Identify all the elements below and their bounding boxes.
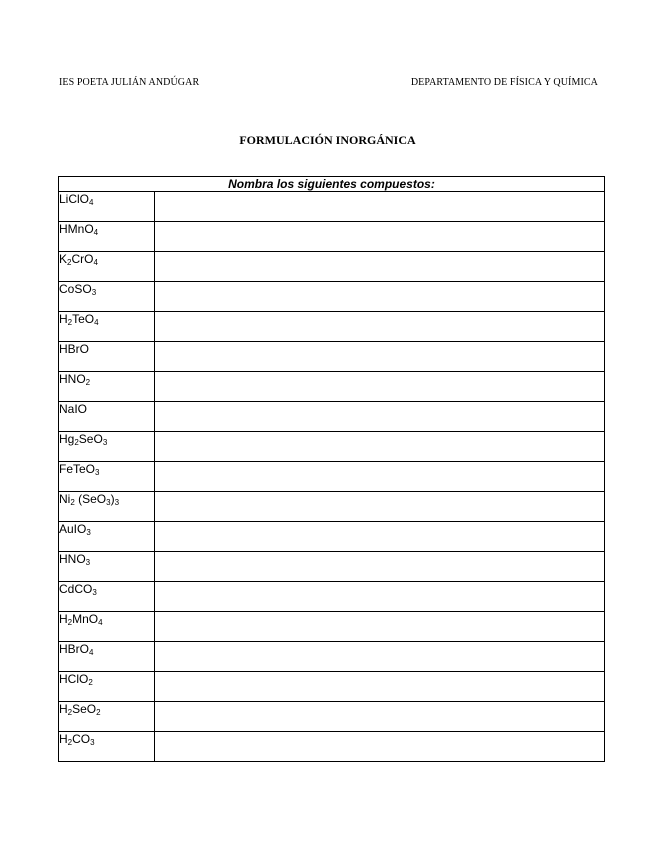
formula-subscript: 4 xyxy=(93,258,98,267)
table-row xyxy=(59,312,605,342)
formula-subscript: 2 xyxy=(67,738,73,747)
formula-subscript: 3 xyxy=(86,528,91,537)
formula-text: FeTeO xyxy=(59,462,96,476)
answer-cell[interactable] xyxy=(155,642,605,672)
table-row xyxy=(59,552,605,582)
answer-cell[interactable] xyxy=(155,192,605,222)
formula-subscript: 2 xyxy=(70,498,75,507)
table-heading: Nombra los siguientes compuestos: xyxy=(59,177,605,192)
table-row xyxy=(59,372,605,402)
table-row xyxy=(59,642,605,672)
formula-text: H xyxy=(59,702,68,716)
formula-subscript: 3 xyxy=(91,288,97,297)
compound-formula xyxy=(59,282,155,312)
formula-text: HBrO xyxy=(59,642,89,656)
formula-text: TeO xyxy=(72,312,95,326)
formula-text: HClO xyxy=(59,672,89,686)
table-row xyxy=(59,222,605,252)
formula-subscript: 4 xyxy=(89,198,94,207)
answer-cell[interactable] xyxy=(155,672,605,702)
table-row xyxy=(59,522,605,552)
page-title: FORMULACIÓN INORGÁNICA xyxy=(239,133,416,147)
school-name: IES POETA JULIÁN ANDÚGAR xyxy=(59,77,200,88)
formula-subscript: 2 xyxy=(67,258,72,267)
table-row xyxy=(59,282,605,312)
formula-text: Hg xyxy=(59,432,75,446)
table-row xyxy=(59,462,605,492)
formula-subscript: 2 xyxy=(67,708,73,717)
formula-text: HNO xyxy=(59,372,86,386)
compound-formula xyxy=(59,492,155,522)
answer-cell[interactable] xyxy=(155,462,605,492)
compound-formula xyxy=(59,702,155,732)
formula-subscript: 4 xyxy=(94,318,99,327)
compound-formula xyxy=(59,192,155,222)
answer-cell[interactable] xyxy=(155,612,605,642)
formula-subscript: 2 xyxy=(88,678,93,687)
answer-cell[interactable] xyxy=(155,732,605,762)
formula-text: NaIO xyxy=(59,402,88,416)
table-row xyxy=(59,612,605,642)
answer-cell[interactable] xyxy=(155,282,605,312)
table-row xyxy=(59,192,605,222)
formula-subscript: 3 xyxy=(92,588,97,597)
formula-text: MnO xyxy=(72,612,99,626)
formula-subscript: 4 xyxy=(98,618,103,627)
answer-cell[interactable] xyxy=(155,492,605,522)
formula-text: H xyxy=(59,732,68,746)
compound-formula xyxy=(59,222,155,252)
table-row xyxy=(59,342,605,372)
compound-formula xyxy=(59,672,155,702)
table-row xyxy=(59,432,605,462)
formula-text: CdCO xyxy=(59,582,93,596)
formula-text: HNO xyxy=(59,552,86,566)
formula-text: HBrO xyxy=(59,342,89,356)
formula-text: H xyxy=(59,612,68,626)
table-row xyxy=(59,492,605,522)
answer-cell[interactable] xyxy=(155,252,605,282)
compound-formula xyxy=(59,432,155,462)
formula-text: K xyxy=(59,252,68,266)
compound-formula xyxy=(59,582,155,612)
answer-cell[interactable] xyxy=(155,372,605,402)
formula-subscript: 3 xyxy=(95,468,100,477)
compound-formula xyxy=(59,642,155,672)
formula-subscript: 3 xyxy=(90,738,95,747)
table-body xyxy=(59,192,605,762)
formula-text: Ni xyxy=(59,492,71,506)
formula-subscript: 4 xyxy=(89,648,94,657)
compound-formula xyxy=(59,732,155,762)
answer-cell[interactable] xyxy=(155,222,605,252)
formula-text: (SeO xyxy=(74,492,107,506)
compound-formula xyxy=(59,522,155,552)
formula-text: HMnO xyxy=(59,222,94,236)
answer-cell[interactable] xyxy=(155,552,605,582)
table-row xyxy=(59,252,605,282)
formula-subscript: 2 xyxy=(67,618,73,627)
formula-subscript: 3 xyxy=(114,498,120,507)
department-name: DEPARTAMENTO DE FÍSICA Y QUÍMICA xyxy=(410,77,598,88)
compound-formula xyxy=(59,372,155,402)
compounds-table xyxy=(58,176,605,762)
answer-cell[interactable] xyxy=(155,582,605,612)
formula-subscript: 3 xyxy=(102,438,108,447)
answer-cell[interactable] xyxy=(155,522,605,552)
formula-subscript: 3 xyxy=(106,498,111,507)
answer-cell[interactable] xyxy=(155,402,605,432)
compound-formula xyxy=(59,552,155,582)
formula-subscript: 4 xyxy=(93,228,99,237)
formula-subscript: 2 xyxy=(85,378,91,387)
formula-text: SeO xyxy=(78,432,103,446)
answer-cell[interactable] xyxy=(155,702,605,732)
formula-text: H xyxy=(59,312,68,326)
table-row xyxy=(59,672,605,702)
formula-text: SeO xyxy=(72,702,97,716)
compound-formula xyxy=(59,252,155,282)
compound-formula xyxy=(59,402,155,432)
table-row xyxy=(59,582,605,612)
formula-subscript: 2 xyxy=(96,708,101,717)
compound-formula xyxy=(59,462,155,492)
formula-subscript: 3 xyxy=(85,558,91,567)
formula-subscript: 2 xyxy=(67,318,73,327)
formula-text: ) xyxy=(110,492,115,506)
compound-formula xyxy=(59,342,155,372)
table-row xyxy=(59,402,605,432)
compound-formula xyxy=(59,612,155,642)
formula-text: CrO xyxy=(71,252,94,266)
answer-cell[interactable] xyxy=(155,312,605,342)
formula-text: CO xyxy=(72,732,91,746)
formula-subscript: 2 xyxy=(74,438,79,447)
answer-cell[interactable] xyxy=(155,432,605,462)
answer-cell[interactable] xyxy=(155,342,605,372)
formula-text: CoSO xyxy=(59,282,92,296)
table-row xyxy=(59,702,605,732)
formula-text: AuIO xyxy=(59,522,87,536)
compound-formula xyxy=(59,312,155,342)
table-row xyxy=(59,732,605,762)
table-header-row xyxy=(59,177,605,192)
formula-text: LiClO xyxy=(59,192,90,206)
